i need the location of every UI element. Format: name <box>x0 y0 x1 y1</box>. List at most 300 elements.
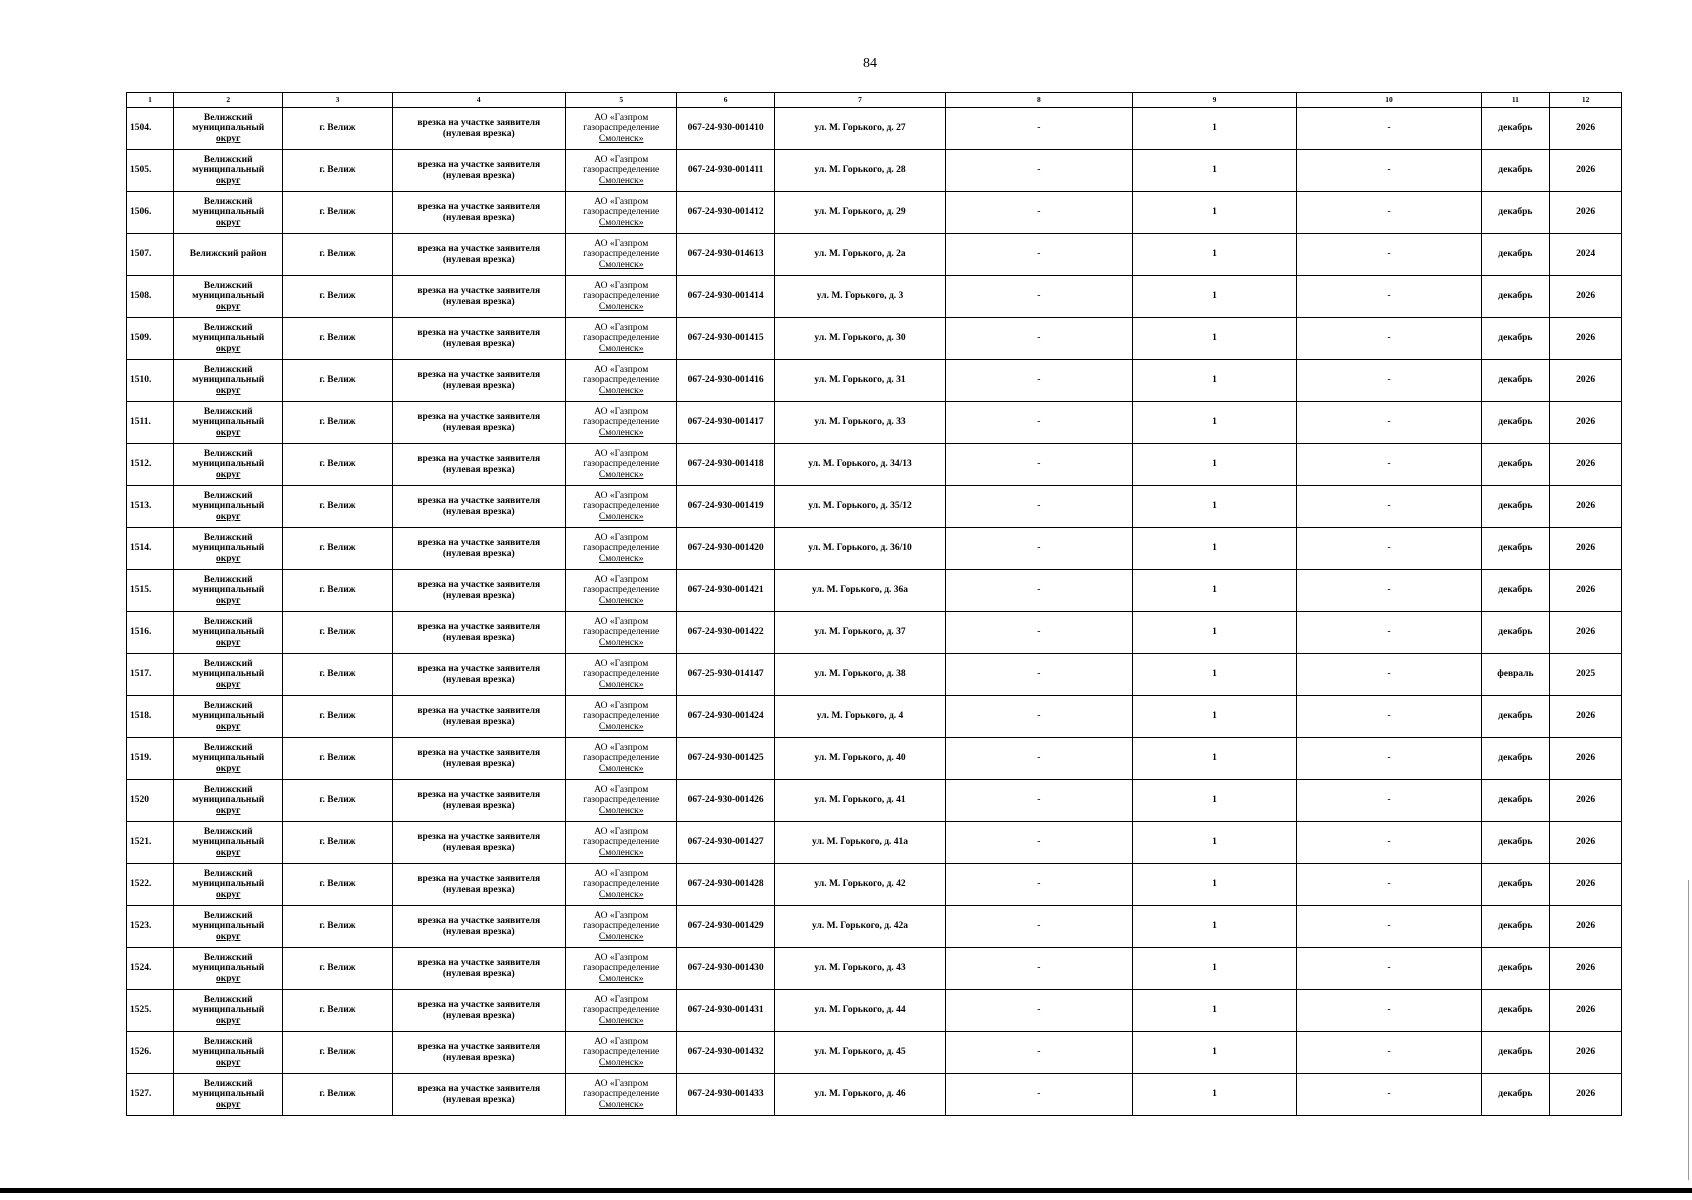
col10-cell: - <box>1297 780 1481 822</box>
city-cell: г. Велиж <box>283 318 392 360</box>
work-type-cell-line: врезка на участке заявителя <box>417 663 541 674</box>
table-row <box>127 150 1622 192</box>
work-type-cell-line: (нулевая врезка) <box>442 1052 515 1063</box>
col8-cell: - <box>946 654 1132 696</box>
year-cell: 2024 <box>1550 234 1622 276</box>
work-type-cell-line: (нулевая врезка) <box>442 506 515 517</box>
organization-cell-line: газораспределение <box>583 837 660 848</box>
table-row <box>127 1074 1622 1116</box>
district-cell-line: муниципальный <box>192 417 265 428</box>
organization-cell-line: газораспределение <box>583 123 660 134</box>
organization-cell-line: Смоленск» <box>598 931 644 942</box>
organization-cell <box>566 192 677 234</box>
address-cell: ул. М. Горького, д. 40 <box>774 738 945 780</box>
year-cell: 2026 <box>1550 108 1622 150</box>
organization-cell-line: газораспределение <box>583 585 660 596</box>
district-cell-line: муниципальный <box>192 1089 265 1100</box>
work-type-cell-line: (нулевая врезка) <box>442 1094 515 1105</box>
district-cell-line: округ <box>215 637 241 648</box>
organization-cell-line: АО «Газпром <box>594 868 649 879</box>
address-cell: ул. М. Горького, д. 27 <box>774 108 945 150</box>
district-cell-line: округ <box>215 553 241 564</box>
table-row <box>127 108 1622 150</box>
row-number: 1519. <box>127 738 174 780</box>
district-cell-line: Велижский <box>203 868 253 879</box>
organization-cell-line: АО «Газпром <box>594 112 649 123</box>
district-cell-line: округ <box>215 133 241 144</box>
work-type-cell <box>392 150 565 192</box>
district-cell-line: муниципальный <box>192 123 265 134</box>
month-cell: декабрь <box>1481 570 1550 612</box>
column-number: 2 <box>174 93 283 108</box>
organization-cell-line: АО «Газпром <box>594 742 649 753</box>
schedule-table <box>126 92 1622 1116</box>
month-cell: декабрь <box>1481 318 1550 360</box>
district-cell <box>174 486 283 528</box>
column-number: 3 <box>283 93 392 108</box>
year-cell: 2026 <box>1550 738 1622 780</box>
table-row <box>127 486 1622 528</box>
column-number: 7 <box>774 93 945 108</box>
organization-cell <box>566 864 677 906</box>
col10-cell: - <box>1297 150 1481 192</box>
col8-cell: - <box>946 738 1132 780</box>
district-cell-line: муниципальный <box>192 375 265 386</box>
col10-cell: - <box>1297 192 1481 234</box>
district-cell-line: Велижский <box>203 784 253 795</box>
district-cell <box>174 948 283 990</box>
col8-cell: - <box>946 444 1132 486</box>
organization-cell <box>566 612 677 654</box>
table-row <box>127 822 1622 864</box>
organization-cell <box>566 402 677 444</box>
work-type-cell-line: врезка на участке заявителя <box>417 999 541 1010</box>
work-type-cell <box>392 276 565 318</box>
column-number: 5 <box>566 93 677 108</box>
work-type-cell-line: врезка на участке заявителя <box>417 537 541 548</box>
col10-cell: - <box>1297 486 1481 528</box>
address-cell: ул. М. Горького, д. 46 <box>774 1074 945 1116</box>
code-cell: 067-25-930-014147 <box>677 654 774 696</box>
district-cell-line: Велижский <box>203 280 253 291</box>
district-cell-line: муниципальный <box>192 207 265 218</box>
organization-cell <box>566 738 677 780</box>
work-type-cell-line: врезка на участке заявителя <box>417 159 541 170</box>
organization-cell-line: АО «Газпром <box>594 574 649 585</box>
col9-cell: 1 <box>1132 570 1297 612</box>
col10-cell: - <box>1297 528 1481 570</box>
col8-cell: - <box>946 1032 1132 1074</box>
district-cell-line: муниципальный <box>192 165 265 176</box>
organization-cell-line: Смоленск» <box>598 133 644 144</box>
code-cell: 067-24-930-001430 <box>677 948 774 990</box>
district-cell-line: округ <box>215 1015 241 1026</box>
organization-cell-line: Смоленск» <box>598 637 644 648</box>
address-cell: ул. М. Горького, д. 42 <box>774 864 945 906</box>
work-type-cell-line: (нулевая врезка) <box>442 968 515 979</box>
code-cell: 067-24-930-001412 <box>677 192 774 234</box>
table-row <box>127 780 1622 822</box>
city-cell: г. Велиж <box>283 486 392 528</box>
year-cell: 2025 <box>1550 654 1622 696</box>
code-cell: 067-24-930-001415 <box>677 318 774 360</box>
col8-cell: - <box>946 1074 1132 1116</box>
month-cell: декабрь <box>1481 948 1550 990</box>
address-cell: ул. М. Горького, д. 41 <box>774 780 945 822</box>
col9-cell: 1 <box>1132 108 1297 150</box>
work-type-cell-line: (нулевая врезка) <box>442 128 515 139</box>
table-row <box>127 696 1622 738</box>
table-row <box>127 444 1622 486</box>
address-cell: ул. М. Горького, д. 30 <box>774 318 945 360</box>
district-cell <box>174 1074 283 1116</box>
col8-cell: - <box>946 108 1132 150</box>
work-type-cell <box>392 528 565 570</box>
district-cell-line: муниципальный <box>192 879 265 890</box>
organization-cell-line: Смоленск» <box>598 343 644 354</box>
city-cell: г. Велиж <box>283 108 392 150</box>
year-cell: 2026 <box>1550 948 1622 990</box>
code-cell: 067-24-930-001427 <box>677 822 774 864</box>
organization-cell-line: Смоленск» <box>598 175 644 186</box>
work-type-cell-line: врезка на участке заявителя <box>417 453 541 464</box>
address-cell: ул. М. Горького, д. 42а <box>774 906 945 948</box>
work-type-cell-line: врезка на участке заявителя <box>417 579 541 590</box>
col9-cell: 1 <box>1132 276 1297 318</box>
district-cell-line: округ <box>215 427 241 438</box>
district-cell-line: Велижский <box>203 1078 253 1089</box>
col10-cell: - <box>1297 444 1481 486</box>
organization-cell-line: АО «Газпром <box>594 1036 649 1047</box>
month-cell: декабрь <box>1481 1032 1550 1074</box>
district-cell <box>174 696 283 738</box>
table-row <box>127 402 1622 444</box>
organization-cell-line: АО «Газпром <box>594 238 649 249</box>
col9-cell: 1 <box>1132 192 1297 234</box>
organization-cell-line: АО «Газпром <box>594 532 649 543</box>
city-cell: г. Велиж <box>283 1074 392 1116</box>
scan-edge-line <box>1688 880 1689 1180</box>
col10-cell: - <box>1297 654 1481 696</box>
organization-cell-line: Смоленск» <box>598 679 644 690</box>
organization-cell-line: АО «Газпром <box>594 910 649 921</box>
city-cell: г. Велиж <box>283 360 392 402</box>
organization-cell-line: АО «Газпром <box>594 154 649 165</box>
organization-cell-line: газораспределение <box>583 753 660 764</box>
district-cell-line: округ <box>215 469 241 480</box>
col10-cell: - <box>1297 108 1481 150</box>
district-cell-line: Велижский <box>203 364 253 375</box>
table-row <box>127 360 1622 402</box>
col8-cell: - <box>946 612 1132 654</box>
work-type-cell-line: (нулевая врезка) <box>442 926 515 937</box>
district-cell-line: округ <box>215 511 241 522</box>
column-number-row <box>127 93 1622 108</box>
district-cell <box>174 570 283 612</box>
row-number: 1504. <box>127 108 174 150</box>
work-type-cell-line: врезка на участке заявителя <box>417 1041 541 1052</box>
month-cell: декабрь <box>1481 360 1550 402</box>
code-cell: 067-24-930-001428 <box>677 864 774 906</box>
work-type-cell-line: врезка на участке заявителя <box>417 285 541 296</box>
address-cell: ул. М. Горького, д. 29 <box>774 192 945 234</box>
district-cell-line: Велижский <box>203 406 253 417</box>
row-number: 1512. <box>127 444 174 486</box>
year-cell: 2026 <box>1550 276 1622 318</box>
table-row <box>127 654 1622 696</box>
organization-cell-line: Смоленск» <box>598 763 644 774</box>
row-number: 1518. <box>127 696 174 738</box>
work-type-cell-line: врезка на участке заявителя <box>417 747 541 758</box>
district-cell-line: Велижский район <box>189 249 267 260</box>
organization-cell <box>566 528 677 570</box>
district-cell <box>174 360 283 402</box>
organization-cell-line: АО «Газпром <box>594 322 649 333</box>
district-cell-line: округ <box>215 1057 241 1068</box>
organization-cell-line: газораспределение <box>583 375 660 386</box>
col8-cell: - <box>946 570 1132 612</box>
col8-cell: - <box>946 948 1132 990</box>
work-type-cell-line: (нулевая врезка) <box>442 716 515 727</box>
column-number: 1 <box>127 93 174 108</box>
row-number: 1509. <box>127 318 174 360</box>
city-cell: г. Велиж <box>283 906 392 948</box>
work-type-cell <box>392 696 565 738</box>
month-cell: декабрь <box>1481 192 1550 234</box>
work-type-cell <box>392 822 565 864</box>
district-cell-line: Велижский <box>203 448 253 459</box>
row-number: 1506. <box>127 192 174 234</box>
address-cell: ул. М. Горького, д. 37 <box>774 612 945 654</box>
col8-cell: - <box>946 276 1132 318</box>
organization-cell <box>566 234 677 276</box>
row-number: 1511. <box>127 402 174 444</box>
col9-cell: 1 <box>1132 654 1297 696</box>
organization-cell <box>566 570 677 612</box>
district-cell-line: округ <box>215 973 241 984</box>
work-type-cell-line: врезка на участке заявителя <box>417 327 541 338</box>
city-cell: г. Велиж <box>283 192 392 234</box>
district-cell-line: Велижский <box>203 742 253 753</box>
work-type-cell-line: врезка на участке заявителя <box>417 117 541 128</box>
work-type-cell-line: (нулевая врезка) <box>442 422 515 433</box>
footer-rule <box>0 1188 1692 1193</box>
district-cell-line: Велижский <box>203 826 253 837</box>
month-cell: декабрь <box>1481 864 1550 906</box>
address-cell: ул. М. Горького, д. 36/10 <box>774 528 945 570</box>
year-cell: 2026 <box>1550 444 1622 486</box>
district-cell <box>174 402 283 444</box>
code-cell: 067-24-930-001421 <box>677 570 774 612</box>
district-cell-line: муниципальный <box>192 795 265 806</box>
code-cell: 067-24-930-001416 <box>677 360 774 402</box>
organization-cell-line: газораспределение <box>583 879 660 890</box>
work-type-cell-line: (нулевая врезка) <box>442 380 515 391</box>
city-cell: г. Велиж <box>283 612 392 654</box>
col10-cell: - <box>1297 696 1481 738</box>
work-type-cell-line: врезка на участке заявителя <box>417 369 541 380</box>
address-cell: ул. М. Горького, д. 35/12 <box>774 486 945 528</box>
work-type-cell <box>392 192 565 234</box>
organization-cell <box>566 1074 677 1116</box>
col9-cell: 1 <box>1132 402 1297 444</box>
month-cell: декабрь <box>1481 150 1550 192</box>
address-cell: ул. М. Горького, д. 28 <box>774 150 945 192</box>
work-type-cell-line: (нулевая врезка) <box>442 170 515 181</box>
city-cell: г. Велиж <box>283 234 392 276</box>
work-type-cell <box>392 360 565 402</box>
district-cell <box>174 318 283 360</box>
col10-cell: - <box>1297 402 1481 444</box>
row-number: 1522. <box>127 864 174 906</box>
month-cell: декабрь <box>1481 990 1550 1032</box>
month-cell: декабрь <box>1481 1074 1550 1116</box>
year-cell: 2026 <box>1550 318 1622 360</box>
row-number: 1505. <box>127 150 174 192</box>
work-type-cell-line: (нулевая врезка) <box>442 464 515 475</box>
col8-cell: - <box>946 486 1132 528</box>
work-type-cell-line: врезка на участке заявителя <box>417 873 541 884</box>
district-cell <box>174 612 283 654</box>
district-cell-line: Велижский <box>203 112 253 123</box>
col9-cell: 1 <box>1132 234 1297 276</box>
city-cell: г. Велиж <box>283 528 392 570</box>
code-cell: 067-24-930-001410 <box>677 108 774 150</box>
work-type-cell <box>392 948 565 990</box>
work-type-cell <box>392 486 565 528</box>
organization-cell <box>566 360 677 402</box>
organization-cell <box>566 150 677 192</box>
month-cell: декабрь <box>1481 612 1550 654</box>
col8-cell: - <box>946 360 1132 402</box>
district-cell-line: округ <box>215 595 241 606</box>
organization-cell-line: газораспределение <box>583 1005 660 1016</box>
district-cell-line: Велижский <box>203 616 253 627</box>
district-cell-line: Велижский <box>203 952 253 963</box>
work-type-cell-line: врезка на участке заявителя <box>417 411 541 422</box>
address-cell: ул. М. Горького, д. 36а <box>774 570 945 612</box>
organization-cell <box>566 108 677 150</box>
month-cell: декабрь <box>1481 444 1550 486</box>
city-cell: г. Велиж <box>283 654 392 696</box>
col8-cell: - <box>946 990 1132 1032</box>
row-number: 1521. <box>127 822 174 864</box>
organization-cell-line: газораспределение <box>583 795 660 806</box>
col10-cell: - <box>1297 234 1481 276</box>
district-cell <box>174 654 283 696</box>
organization-cell-line: Смоленск» <box>598 889 644 900</box>
district-cell-line: муниципальный <box>192 333 265 344</box>
district-cell-line: муниципальный <box>192 963 265 974</box>
table-row <box>127 192 1622 234</box>
column-number: 8 <box>946 93 1132 108</box>
organization-cell-line: Смоленск» <box>598 721 644 732</box>
row-number: 1526. <box>127 1032 174 1074</box>
organization-cell-line: АО «Газпром <box>594 280 649 291</box>
city-cell: г. Велиж <box>283 570 392 612</box>
organization-cell <box>566 822 677 864</box>
organization-cell <box>566 486 677 528</box>
col10-cell: - <box>1297 948 1481 990</box>
year-cell: 2026 <box>1550 822 1622 864</box>
organization-cell-line: АО «Газпром <box>594 700 649 711</box>
work-type-cell-line: врезка на участке заявителя <box>417 1083 541 1094</box>
year-cell: 2026 <box>1550 402 1622 444</box>
month-cell: декабрь <box>1481 780 1550 822</box>
code-cell: 067-24-930-001426 <box>677 780 774 822</box>
year-cell: 2026 <box>1550 1074 1622 1116</box>
organization-cell-line: АО «Газпром <box>594 616 649 627</box>
district-cell <box>174 192 283 234</box>
month-cell: декабрь <box>1481 486 1550 528</box>
code-cell: 067-24-930-001425 <box>677 738 774 780</box>
organization-cell-line: газораспределение <box>583 1089 660 1100</box>
year-cell: 2026 <box>1550 612 1622 654</box>
district-cell-line: округ <box>215 931 241 942</box>
col8-cell: - <box>946 528 1132 570</box>
organization-cell <box>566 654 677 696</box>
col10-cell: - <box>1297 822 1481 864</box>
col9-cell: 1 <box>1132 612 1297 654</box>
table-row <box>127 738 1622 780</box>
table-row <box>127 864 1622 906</box>
district-cell <box>174 108 283 150</box>
address-cell: ул. М. Горького, д. 43 <box>774 948 945 990</box>
code-cell: 067-24-930-001411 <box>677 150 774 192</box>
table-row <box>127 276 1622 318</box>
address-cell: ул. М. Горького, д. 33 <box>774 402 945 444</box>
code-cell: 067-24-930-001417 <box>677 402 774 444</box>
year-cell: 2026 <box>1550 906 1622 948</box>
row-number: 1513. <box>127 486 174 528</box>
address-cell: ул. М. Горького, д. 3 <box>774 276 945 318</box>
organization-cell <box>566 276 677 318</box>
col10-cell: - <box>1297 1032 1481 1074</box>
column-number: 4 <box>392 93 565 108</box>
year-cell: 2026 <box>1550 570 1622 612</box>
col9-cell: 1 <box>1132 486 1297 528</box>
work-type-cell-line: (нулевая врезка) <box>442 884 515 895</box>
organization-cell-line: газораспределение <box>583 291 660 302</box>
work-type-cell <box>392 780 565 822</box>
district-cell <box>174 906 283 948</box>
address-cell: ул. М. Горького, д. 41а <box>774 822 945 864</box>
work-type-cell <box>392 108 565 150</box>
col9-cell: 1 <box>1132 780 1297 822</box>
row-number: 1514. <box>127 528 174 570</box>
code-cell: 067-24-930-001433 <box>677 1074 774 1116</box>
city-cell: г. Велиж <box>283 444 392 486</box>
district-cell <box>174 822 283 864</box>
col10-cell: - <box>1297 990 1481 1032</box>
district-cell-line: муниципальный <box>192 585 265 596</box>
work-type-cell-line: (нулевая врезка) <box>442 674 515 685</box>
district-cell-line: муниципальный <box>192 1047 265 1058</box>
work-type-cell <box>392 654 565 696</box>
month-cell: декабрь <box>1481 738 1550 780</box>
work-type-cell-line: (нулевая врезка) <box>442 800 515 811</box>
address-cell: ул. М. Горького, д. 31 <box>774 360 945 402</box>
col9-cell: 1 <box>1132 444 1297 486</box>
district-cell <box>174 780 283 822</box>
address-cell: ул. М. Горького, д. 45 <box>774 1032 945 1074</box>
row-number: 1510. <box>127 360 174 402</box>
work-type-cell <box>392 906 565 948</box>
col8-cell: - <box>946 150 1132 192</box>
city-cell: г. Велиж <box>283 150 392 192</box>
table-row <box>127 1032 1622 1074</box>
column-number: 9 <box>1132 93 1297 108</box>
